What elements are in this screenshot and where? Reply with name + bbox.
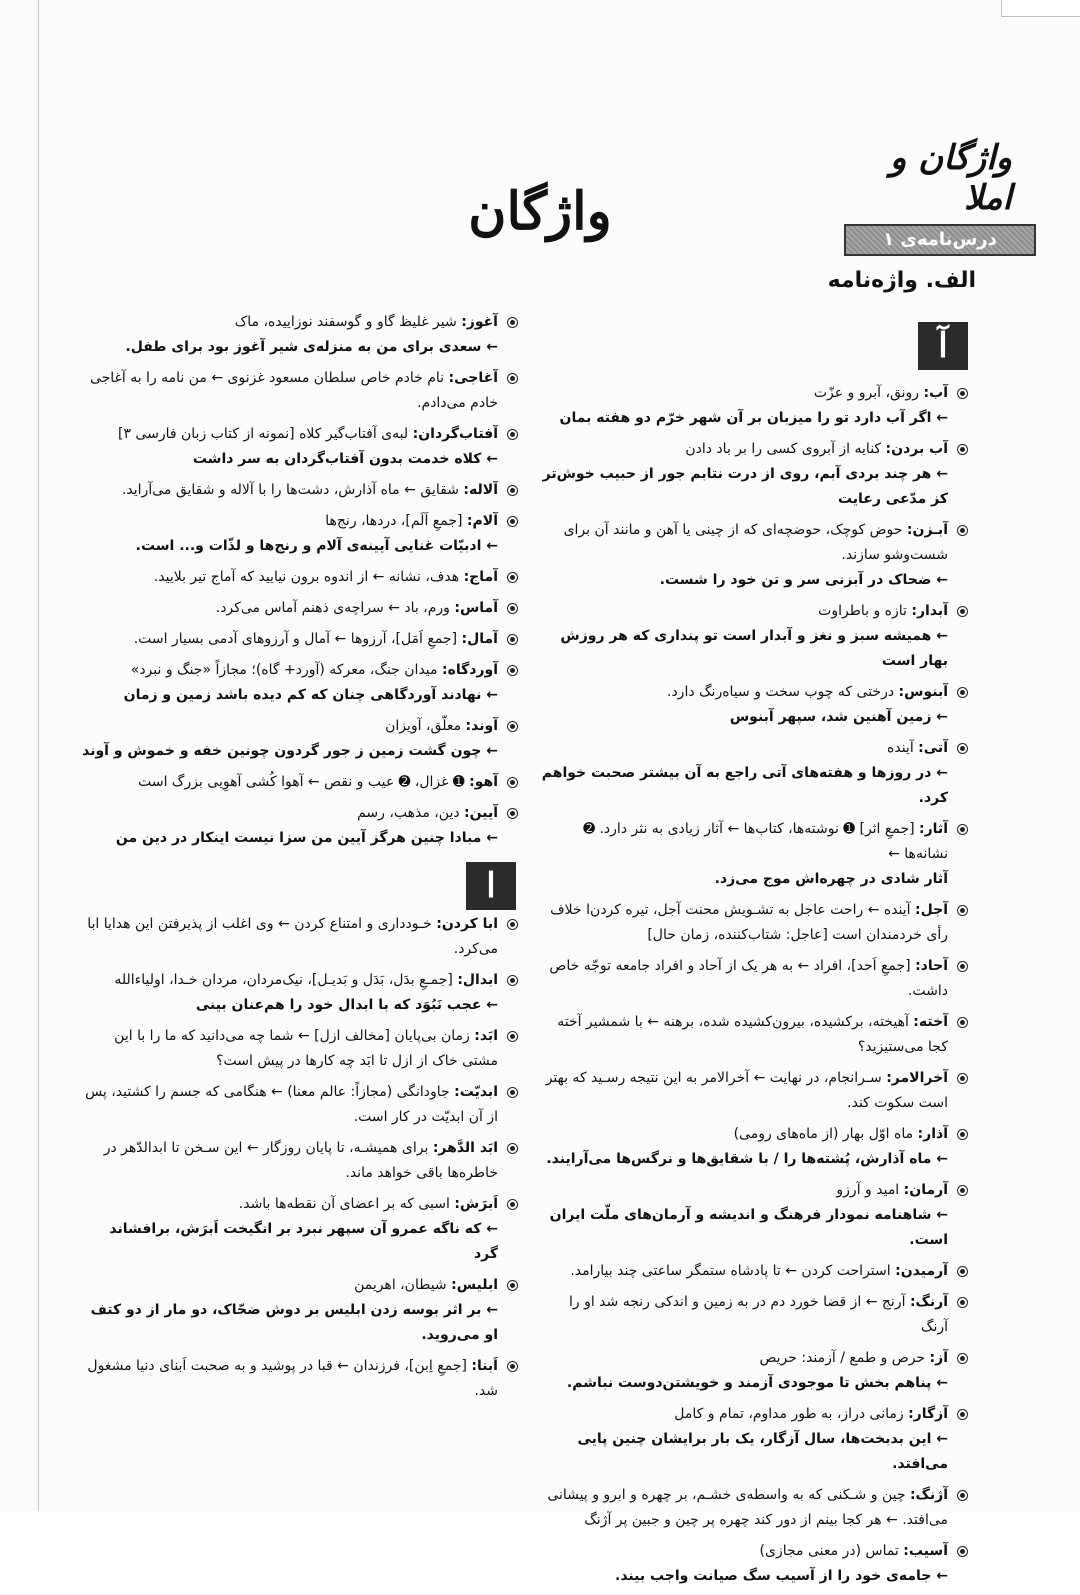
entry-headword: آبنوس: [898,684,948,700]
entry-definition: شیر غلیظ گاو و گوسفند نوزاییده، ماک [234,314,457,330]
glossary-entry [82,1192,518,1267]
letter-box-alef-madda: آ [918,322,968,370]
glossary-entry [540,1402,968,1477]
glossary-entry [82,912,518,962]
entry-definition: درختی که چوب سخت و سیاه‌رنگ دارد. [667,684,895,700]
glossary-entry [540,1122,968,1172]
glossary-entry [540,518,968,593]
glossary-entry [82,770,518,795]
entry-definition: چین و شـکنی که به واسطه‌ی خشـم، بر چهره و ابرو و پیشانی می‌افتد. ← هر کجا بینم از دور کند چهره پر چین و جبین پر آژنگ [547,1487,948,1528]
bullet-icon [507,975,518,986]
entry-headword: آسیب: [903,1543,948,1559]
bullet-icon [957,1129,968,1140]
entry-definition: [جمعِ اَحد]، افراد ← به هر یک از آحاد و افراد جامعه توجّه خاص داشت. [549,958,948,999]
entry-headword: ابدال: [457,972,498,988]
right-column [540,381,968,1595]
entry-headword: آبـزن: [906,522,948,538]
entry-definition: ماه اوّل بهار (از ماه‌های رومی) [733,1126,914,1142]
entry-headword: آذار: [917,1126,948,1142]
entry-headword: اَبنا: [471,1358,498,1374]
entry-example: ← جامه‌ی خود را از آسیب سگ صیانت واجب بیند. [615,1568,948,1584]
entry-headword: آرمان: [903,1182,948,1198]
bullet-icon [507,1361,518,1372]
entry-definition: هدف، نشانه ← از اندوه برون نیایید که آماج تیر بلایید. [153,569,460,585]
entry-definition: آرنج ← از قضا خورد دم در به زمین و اندکی رنجه شد او را آرنگ [568,1294,948,1335]
entry-headword: آلاله: [463,482,498,498]
entry-definition: تماس (در معنی مجازی) [759,1543,899,1559]
bullet-icon [507,721,518,732]
page-title: واژگان [468,181,612,242]
entry-headword: آثار: [919,821,948,837]
glossary-entry [540,437,968,512]
bullet-icon [957,961,968,972]
stamp-title: واژگان و املا [889,138,1012,218]
glossary-entry [82,509,518,559]
entry-headword: ابَد: [474,1028,498,1044]
glossary-entry [540,1290,968,1340]
bullet-icon [507,777,518,788]
bullet-icon [957,525,968,536]
bullet-icon [507,808,518,819]
glossary-entry [540,1346,968,1396]
entry-definition: معلّق، آویزان [385,718,462,734]
bullet-icon [507,603,518,614]
entry-definition: نام خادم خاص سلطان مسعود غزنوی ← من نامه را به آغاجی خادم می‌دادم. [89,370,498,411]
entry-definition: ورم، باد ← سراچه‌ی ذهنم آماس می‌کرد. [215,600,450,616]
glossary-entry [540,680,968,730]
glossary-entry [540,381,968,431]
entry-headword: آحاد: [915,958,948,974]
entry-definition: آینده ← راحت عاجل به تشـویش محنت آجل، تیره کردن‌ا خلاف رأی خردمندان است [عاجل: شتاب‌کننده، زمان حال] [550,902,948,943]
entry-headword: ابلیس: [451,1277,498,1293]
entry-headword: آماس: [454,600,498,616]
entry-headword: آوردگاه: [441,662,498,678]
glossary-entry [540,817,968,892]
bullet-icon [957,1297,968,1308]
entry-definition: جاودانگی (مجازاً: عالم معنا) ← هنگامی که جسم را کشتید، پس از آن ابدیّت در کار است. [85,1084,498,1125]
entry-example: آثار شادی در چهره‌اش موج می‌زد. [714,871,948,887]
entry-headword: آخته: [913,1014,948,1030]
entry-headword: ابا کردن: [436,916,498,932]
entry-headword: آیین: [464,805,498,821]
bullet-icon [957,1353,968,1364]
entry-headword: آوند: [465,718,498,734]
glossary-entry [540,1259,968,1284]
glossary-entry [82,1080,518,1130]
entry-headword: آجل: [915,902,948,918]
entry-example: ← زمین آهنین شد، سپهر آبنوس [729,709,948,725]
left-column-bottom [82,912,518,1410]
entry-definition: [جمعِ اَلَم]، دردها، رنج‌ها [325,513,463,529]
section-stamp [836,138,1036,250]
bullet-icon [957,1266,968,1277]
bullet-icon [957,905,968,916]
entry-headword: آمال: [461,631,498,647]
entry-example: ← شاهنامه نمودار فرهنگ و اندیشه و آرمان‌های ملّت ایران است. [549,1207,948,1248]
glossary-entry [540,736,968,811]
entry-headword: آبدار: [911,603,948,619]
bullet-icon [507,1143,518,1154]
entry-headword: آخرالامر: [886,1070,948,1086]
glossary-entry [82,310,518,360]
glossary-entry [82,478,518,503]
entry-example: ← چون گشت زمین ز جور گردون چونین خفه و خموش و آوند [82,743,498,759]
entry-example: ← ادبیّات غنایی آیینه‌ی آلام و رنج‌ها و لذّات و... است. [135,538,498,554]
bullet-icon [507,1087,518,1098]
glossary-entry [540,1483,968,1533]
bullet-icon [957,444,968,455]
glossary-entry [82,596,518,621]
entry-example: ← این بدبخت‌ها، سال آزگار، یک بار برایشان چنین پایی می‌افتد. [577,1431,948,1472]
entry-headword: آرمیدن: [895,1263,948,1279]
glossary-entry [82,968,518,1018]
bullet-icon [957,1546,968,1557]
entry-example: ← اگر آب دارد تو را میزبان بر آن شهر خرّم دو هفته بمان [559,410,948,426]
glossary-entry [82,627,518,652]
glossary-entry [82,1273,518,1348]
entry-headword: آلام: [466,513,498,529]
entry-example: ← عجب نَبُوَد که با ابدال خود را هم‌عنان بینی [195,997,498,1013]
entry-definition: زمانی دراز، به طور مداوم، تمام و کامل [674,1406,904,1422]
entry-example: ← پناهم بخش تا موجودی آزمند و خویشتن‌دوست نباشم. [566,1375,948,1391]
entry-definition: لبه‌ی آفتاب‌گیر کلاه [نمونه از کتاب زبان فارسی ۳] [117,426,409,442]
entry-definition: [جمعِ اثر] ➊ نوشته‌ها، کتاب‌ها ← آثار زیادی به نثر دارد. ➋ نشانه‌ها ← [583,821,948,862]
entry-headword: آهو: [469,774,498,790]
page-corner-tab [1001,0,1080,17]
entry-definition: آینده [887,740,914,756]
bullet-icon [957,606,968,617]
entry-headword: آب بردن: [885,441,948,457]
entry-example: ← هر چند بردی آبم، روی از درت نتابم جور از حبیب خوش‌تر کز مدّعی رعایت [542,466,948,507]
glossary-entry [82,422,518,472]
letter-box-alef: ا [466,862,516,910]
entry-definition: رونق، آبرو و عزّت [813,385,920,401]
entry-headword: آتی: [918,740,948,756]
entry-example: ← کلاه خدمت بدون آفتاب‌گردان به سر داشت [192,451,498,467]
entry-example: ← نهادند آوردگاهی چنان که کم دیده باشد زمین و زمان [123,687,498,703]
entry-headword: آفتاب‌گردان: [412,426,498,442]
bullet-icon [507,317,518,328]
bullet-icon [507,373,518,384]
bullet-icon [507,1031,518,1042]
entry-example: ← سعدی برای من به منزله‌ی شیر آغوز بود برای طفل. [125,339,498,355]
entry-headword: آغوز: [461,314,498,330]
entry-headword: آغاجی: [448,370,498,386]
bullet-icon [957,1409,968,1420]
bullet-icon [957,824,968,835]
bullet-icon [507,1199,518,1210]
glossary-entry [82,714,518,764]
glossary-entry [82,801,518,851]
glossary-entry [540,1010,968,1060]
bullet-icon [507,634,518,645]
entry-headword: آز: [929,1350,948,1366]
glossary-entry [82,366,518,416]
entry-example: ← مبادا چنین هرگز آیین من سزا نیست اینکار در دین من [115,830,498,846]
entry-definition: زمان بی‌پایان [مخالف ازل] ← شما چه می‌دانید که ما را با این مشتی خاک از ازل تا ابَد چه کارها در پیش است؟ [114,1028,498,1069]
bullet-icon [507,516,518,527]
entry-headword: اَبرَش: [454,1196,498,1212]
bullet-icon [957,1073,968,1084]
subsection-heading: الف. واژه‌نامه [827,268,976,293]
entry-headword: ابَد الدَّهر: [432,1140,498,1156]
bullet-icon [957,743,968,754]
bullet-icon [507,572,518,583]
glossary-entry [540,954,968,1004]
bullet-icon [507,429,518,440]
bullet-icon [957,1490,968,1501]
entry-headword: آزگار: [908,1406,948,1422]
entry-definition: ➊ غزال، ➋ عیب و نقص ← آهوا کُشی آهوِیی بزرگ است [138,774,465,790]
left-column-top [82,310,518,857]
entry-example: ← بر اثر بوسه زدن ابلیس بر دوش ضحّاک، دو مار از دو کتف او می‌روید. [90,1302,498,1343]
glossary-entry [540,599,968,674]
entry-definition: حوض کوچک، حوضچه‌ای که از چینی یا آهن و مانند آن برای شست‌وشو سازند. [563,522,948,563]
entry-headword: آب: [923,385,948,401]
entry-definition: شقایق ← ماه آذارش، دشت‌ها را با آلاله و شقایق می‌آراید. [121,482,459,498]
entry-example: ← همیشه سبز و نغز و آبدار است تو پنداری که هر روزش بهار است [560,628,948,669]
entry-definition: میدان جنگ، معرکه (آورد+ گاه)؛ مجازاً «جنگ و نبرد» [130,662,438,678]
bullet-icon [957,687,968,698]
entry-headword: آرنگ: [909,1294,948,1310]
bullet-icon [957,1185,968,1196]
stamp-subtitle-bar: درس‌نامه‌ی ۱ [844,224,1036,256]
entry-example: ← ماه آذارش، پُشته‌ها را / با شقایق‌ها و نرگس‌ها می‌آرایند. [546,1151,948,1167]
entry-definition: شیطان، اهریمن [354,1277,447,1293]
glossary-entry [82,565,518,590]
entry-definition: کنایه از آبروی کسی را بر باد دادن [685,441,882,457]
glossary-entry [540,1178,968,1253]
bullet-icon [957,388,968,399]
entry-definition: اسبی که بر اعضای آن نقطه‌ها باشد. [238,1196,450,1212]
entry-definition: خـودداری و امتناع کردن ← وی اغلب از پذیرفتن این هدایا ابا می‌کرد. [87,916,498,957]
entry-definition: سـرانجام، در نهایت ← آخرالامر به این نتیجه رسـید که بهتر است سکوت کند. [545,1070,948,1111]
glossary-entry [82,1136,518,1186]
glossary-entry [82,658,518,708]
entry-headword: آماج: [463,569,498,585]
page-margin-line [38,0,39,1511]
entry-example: ← که ناگه عمرو آن سپهر نبرد بر انگیخت اَبرَش، برافشاند گرد [109,1221,498,1262]
bullet-icon [507,1280,518,1291]
entry-definition: تازه و باطراوت [818,603,907,619]
entry-definition: آهیخته، برکشیده، بیرون‌کشیده شده، برهنه ← با شمشیر آخته کجا می‌ستیزید؟ [557,1014,948,1055]
glossary-entry [540,898,968,948]
entry-definition: امید و آرزو [836,1182,900,1198]
bullet-icon [957,1017,968,1028]
entry-definition: حرص و طمع / آزمند: حریص [759,1350,926,1366]
entry-definition: [جمـعِ بدَل، بَدَل و بَدیـل]، نیک‌مردان، مردان خـدا، اولیاءالله [114,972,453,988]
glossary-entry [82,1354,518,1404]
entry-headword: ابدیّت: [454,1084,498,1100]
entry-definition: برای همیشـه، تا پایان روزگار ← این سـخن تا ابدالدّهر در خاطره‌ها باقی خواهد ماند. [103,1140,498,1181]
bullet-icon [507,665,518,676]
glossary-entry [540,1066,968,1116]
entry-example: ← ضحاک در آبزنی سر و تن خود را شست. [659,572,948,588]
entry-definition: دین، مذهب، رسم [357,805,460,821]
entry-headword: آژنگ: [909,1487,948,1503]
entry-definition: [جمعِ اَمَل]، آرزوها ← آمال و آرزوهای آدمی بسیار است. [133,631,458,647]
entry-definition: استراحت کردن ← تا پادشاه ستمگر ساعتی چند بیارامد. [570,1263,891,1279]
entry-example: ← در روزها و هفته‌های آتی راجع به آن بیشتر صحبت خواهم کرد. [541,765,948,806]
bullet-icon [507,919,518,930]
glossary-entry [540,1539,968,1589]
bullet-icon [507,485,518,496]
entry-definition: [جمعِ اِبن]، فرزندان ← قبا در پوشید و به صحبت اَبنای دنیا مشغول شد. [87,1358,498,1399]
glossary-entry [82,1024,518,1074]
